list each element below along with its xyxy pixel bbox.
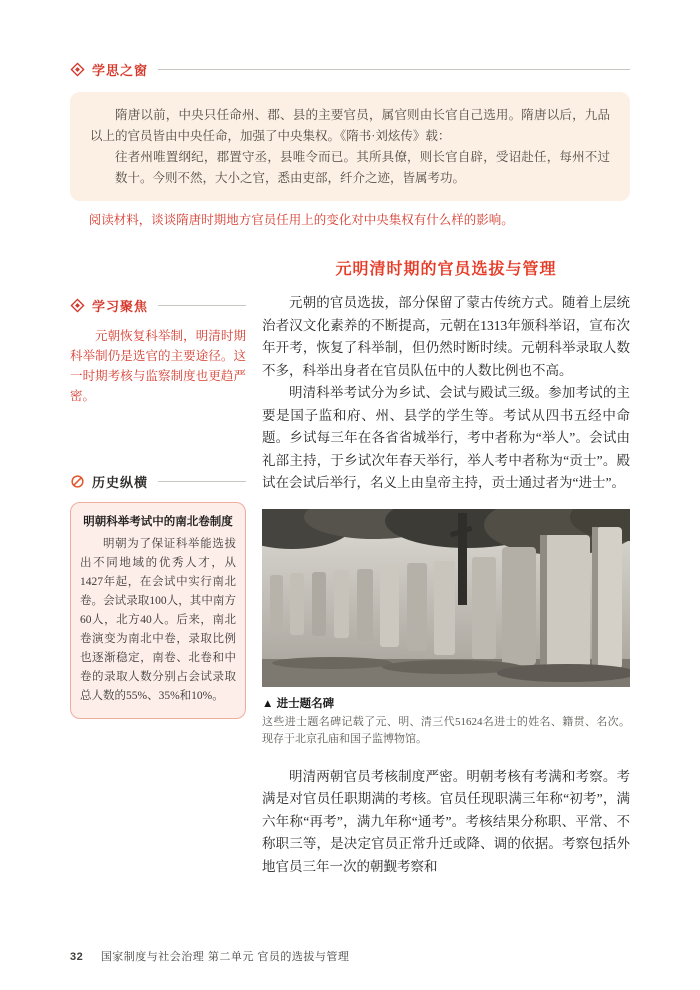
history-sidebar-box: [70, 502, 246, 719]
body-paragraph-1: 元朝的官员选拔，部分保留了蒙古传统方式。随着上层统治者汉文化素养的不断提高，元朝在1313年颁科举诏，宣布次年开考，恢复了科举制，但仍然时断时续。元朝科举录取人数不多，科举出身者在官员队伍中的人数比例也不高。: [262, 295, 630, 378]
divider-line: [158, 305, 246, 306]
learning-focus-label: 学习聚焦: [92, 299, 149, 314]
learning-focus-header: [70, 296, 246, 315]
study-question: 阅读材料，谈谈隋唐时期地方官员任用上的变化对中央集权有什么样的影响。: [88, 213, 514, 227]
diamond-ornament-icon: [70, 62, 85, 77]
sidebar-column: [70, 256, 246, 878]
divider-line: [158, 69, 630, 70]
history-box-text: 明朝为了保证科举能选拔出不同地域的优秀人才，从1427年起，在会试中实行南北卷。会试录取100人，其中南方60人，北方40人。后来，南北卷演变为南北中卷，录取比例也逐渐稳定，南卷、北卷和中卷的录取人数分别占会试录取总人数的55%、35%和10%。: [80, 538, 236, 702]
divider-line: [158, 481, 246, 482]
jinshi-stele-figure: [262, 509, 630, 748]
footer-text: 国家制度与社会治理 第二单元 官员的选拔与管理: [100, 951, 350, 963]
figure-caption-title: ▲ 进士题名碑: [262, 697, 335, 710]
page-content: [70, 60, 630, 878]
main-text-column: [262, 256, 630, 878]
history-sidebar-label: 历史纵横: [92, 475, 149, 490]
slashed-circle-icon: [70, 474, 85, 489]
figure-caption-text: 这些进士题名碑记载了元、明、清三代51624名进士的姓名、籍贯、名次。现存于北京孔庙和国子监博物馆。: [262, 715, 630, 745]
history-box-title: 明朝科举考试中的南北卷制度: [83, 516, 233, 528]
page-number: 32: [70, 951, 84, 963]
figure-caption: [262, 695, 630, 748]
history-sidebar-header: [70, 472, 246, 491]
quote-box: [70, 92, 630, 201]
section-title: 元明清时期的官员选拔与管理: [335, 261, 557, 278]
quote-body-text: 往者州唯置纲纪，郡置守丞，县唯令而已。其所具僚，则长官自辟，受诏赴任，每州不过数十。今则不然，大小之官，悉由吏部，纤介之迹，皆属考功。: [115, 150, 610, 185]
study-window-header: [70, 60, 630, 79]
page-footer: [70, 948, 349, 964]
diamond-ornament-icon: [70, 298, 85, 313]
body-paragraph-3: 明清两朝官员考核制度严密。明朝考核有考满和考察。考满是对官员任职期满的考核。官员任现职满三年称“初考”，满六年称“再考”，满九年称“通考”。考核结果分称职、平常、不称职三等，是决定官员正常升迁或降、调的依据。考察包括外地官员三年一次的朝觐考察和: [262, 768, 630, 874]
learning-focus-text: 元朝恢复科举制，明清时期科举制仍是选官的主要途径。这一时期考核与监察制度也更趋严密。: [70, 329, 246, 403]
body-paragraph-2: 明清科举考试分为乡试、会试与殿试三级。参加考试的主要是国子监和府、州、县学的学生等。考试从四书五经中命题。乡试每三年在各省省城举行，考中者称为“举人”。会试由礼部主持，于乡试次年春天举行，举人考中者称为“贡士”。殿试在会试后举行，名义上由皇帝主持，贡士通过者为“进士”。: [262, 385, 630, 490]
study-window-label: 学思之窗: [92, 63, 149, 78]
two-column-layout: [70, 256, 630, 878]
jinshi-stele-photo: [262, 509, 630, 687]
study-window-section: [70, 60, 630, 230]
quote-intro-text: 隋唐以前，中央只任命州、郡、县的主要官员，属官则由长官自己选用。隋唐以后，九品以上的官员皆由中央任命，加强了中央集权。《隋书·刘炫传》载：: [90, 108, 610, 143]
